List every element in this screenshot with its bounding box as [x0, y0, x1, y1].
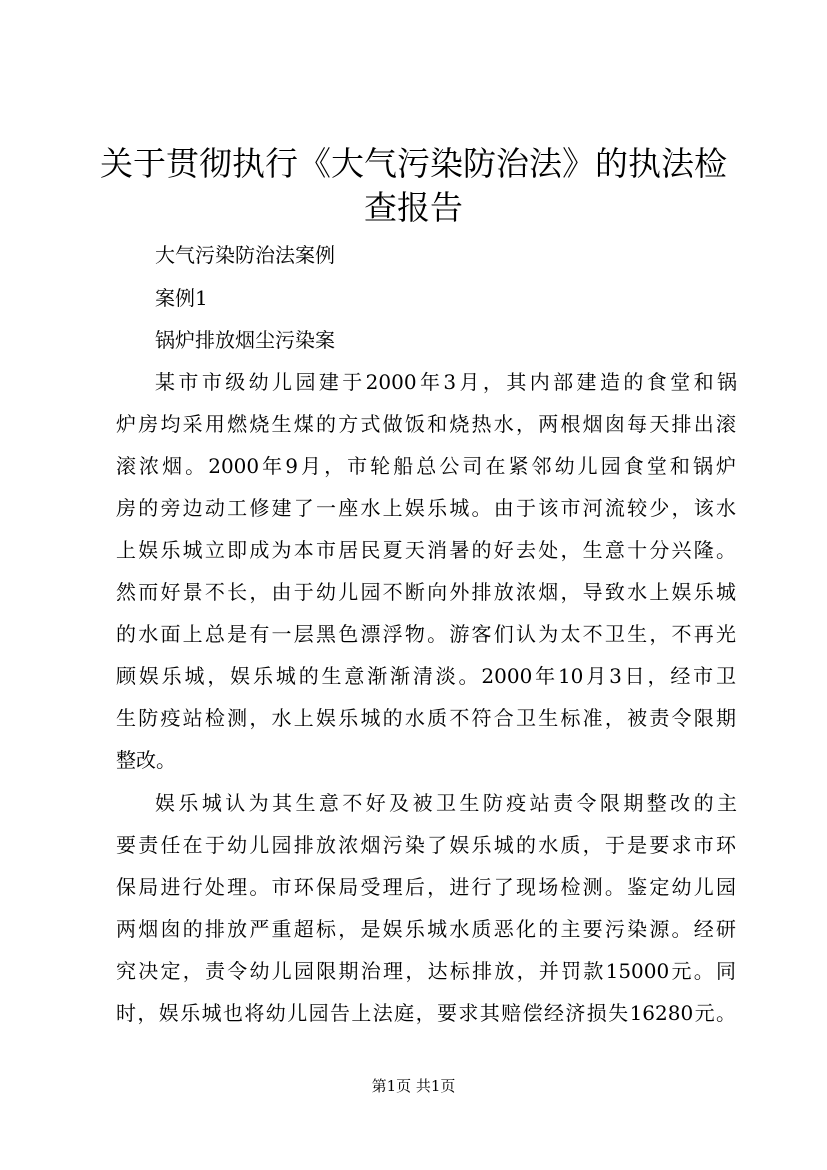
paragraph-1-line-2: 炉房均采用燃烧生煤的方式做饭和烧热水，两根烟囱每天排出滚 [116, 412, 736, 436]
document-title: 关于贯彻执行《大气污染防治法》的执法检查报告 [100, 144, 727, 227]
paragraph-1-line-10: 整改。 [116, 748, 176, 772]
paragraph-2-line-3: 保局进行处理。市环保局受理后，进行了现场检测。鉴定幼儿园 [116, 875, 736, 899]
paragraph-2-line-1: 娱乐城认为其生意不好及被卫生防疫站责令限期整改的主 [155, 791, 737, 815]
paragraph-1-line-9: 生防疫站检测，水上娱乐城的水质不符合卫生标准，被责令限期 [116, 706, 736, 730]
paragraph-1-line-4: 房的旁边动工修建了一座水上娱乐城。由于该市河流较少，该水 [116, 496, 736, 520]
paragraph-1-line-7: 的水面上总是有一层黑色漂浮物。游客们认为太不卫生，不再光 [116, 622, 736, 646]
paragraph-2-line-2: 要责任在于幼儿园排放浓烟污染了娱乐城的水质，于是要求市环 [116, 833, 736, 857]
paragraph-1-line-6: 然而好景不长，由于幼儿园不断向外排放浓烟，导致水上娱乐城 [116, 580, 736, 604]
paragraph-1-line-3: 滚浓烟。2000年9月，市轮船总公司在紧邻幼儿园食堂和锅炉 [116, 454, 736, 478]
paragraph-2-line-4: 两烟囱的排放严重超标，是娱乐城水质恶化的主要污染源。经研 [116, 917, 736, 941]
paragraph-2-line-5: 究决定，责令幼儿园限期治理，达标排放，并罚款15000元。同 [116, 959, 736, 983]
paragraph-1-line-8: 顾娱乐城，娱乐城的生意渐渐清淡。2000年10月3日，经市卫 [116, 664, 736, 688]
paragraph-1-line-1: 某市市级幼儿园建于2000年3月，其内部建造的食堂和锅 [155, 370, 737, 394]
case-collection-heading: 大气污染防治法案例 [155, 243, 335, 267]
paragraph-1-line-5: 上娱乐城立即成为本市居民夏天消暑的好去处，生意十分兴隆。 [116, 538, 736, 562]
case-number-heading: 案例1 [155, 286, 208, 310]
paragraph-2-line-6: 时，娱乐城也将幼儿园告上法庭，要求其赔偿经济损失16280元。 [116, 1001, 736, 1025]
case-title-heading: 锅炉排放烟尘污染案 [155, 328, 335, 352]
page-indicator: 第1页 共1页 [371, 1077, 456, 1095]
